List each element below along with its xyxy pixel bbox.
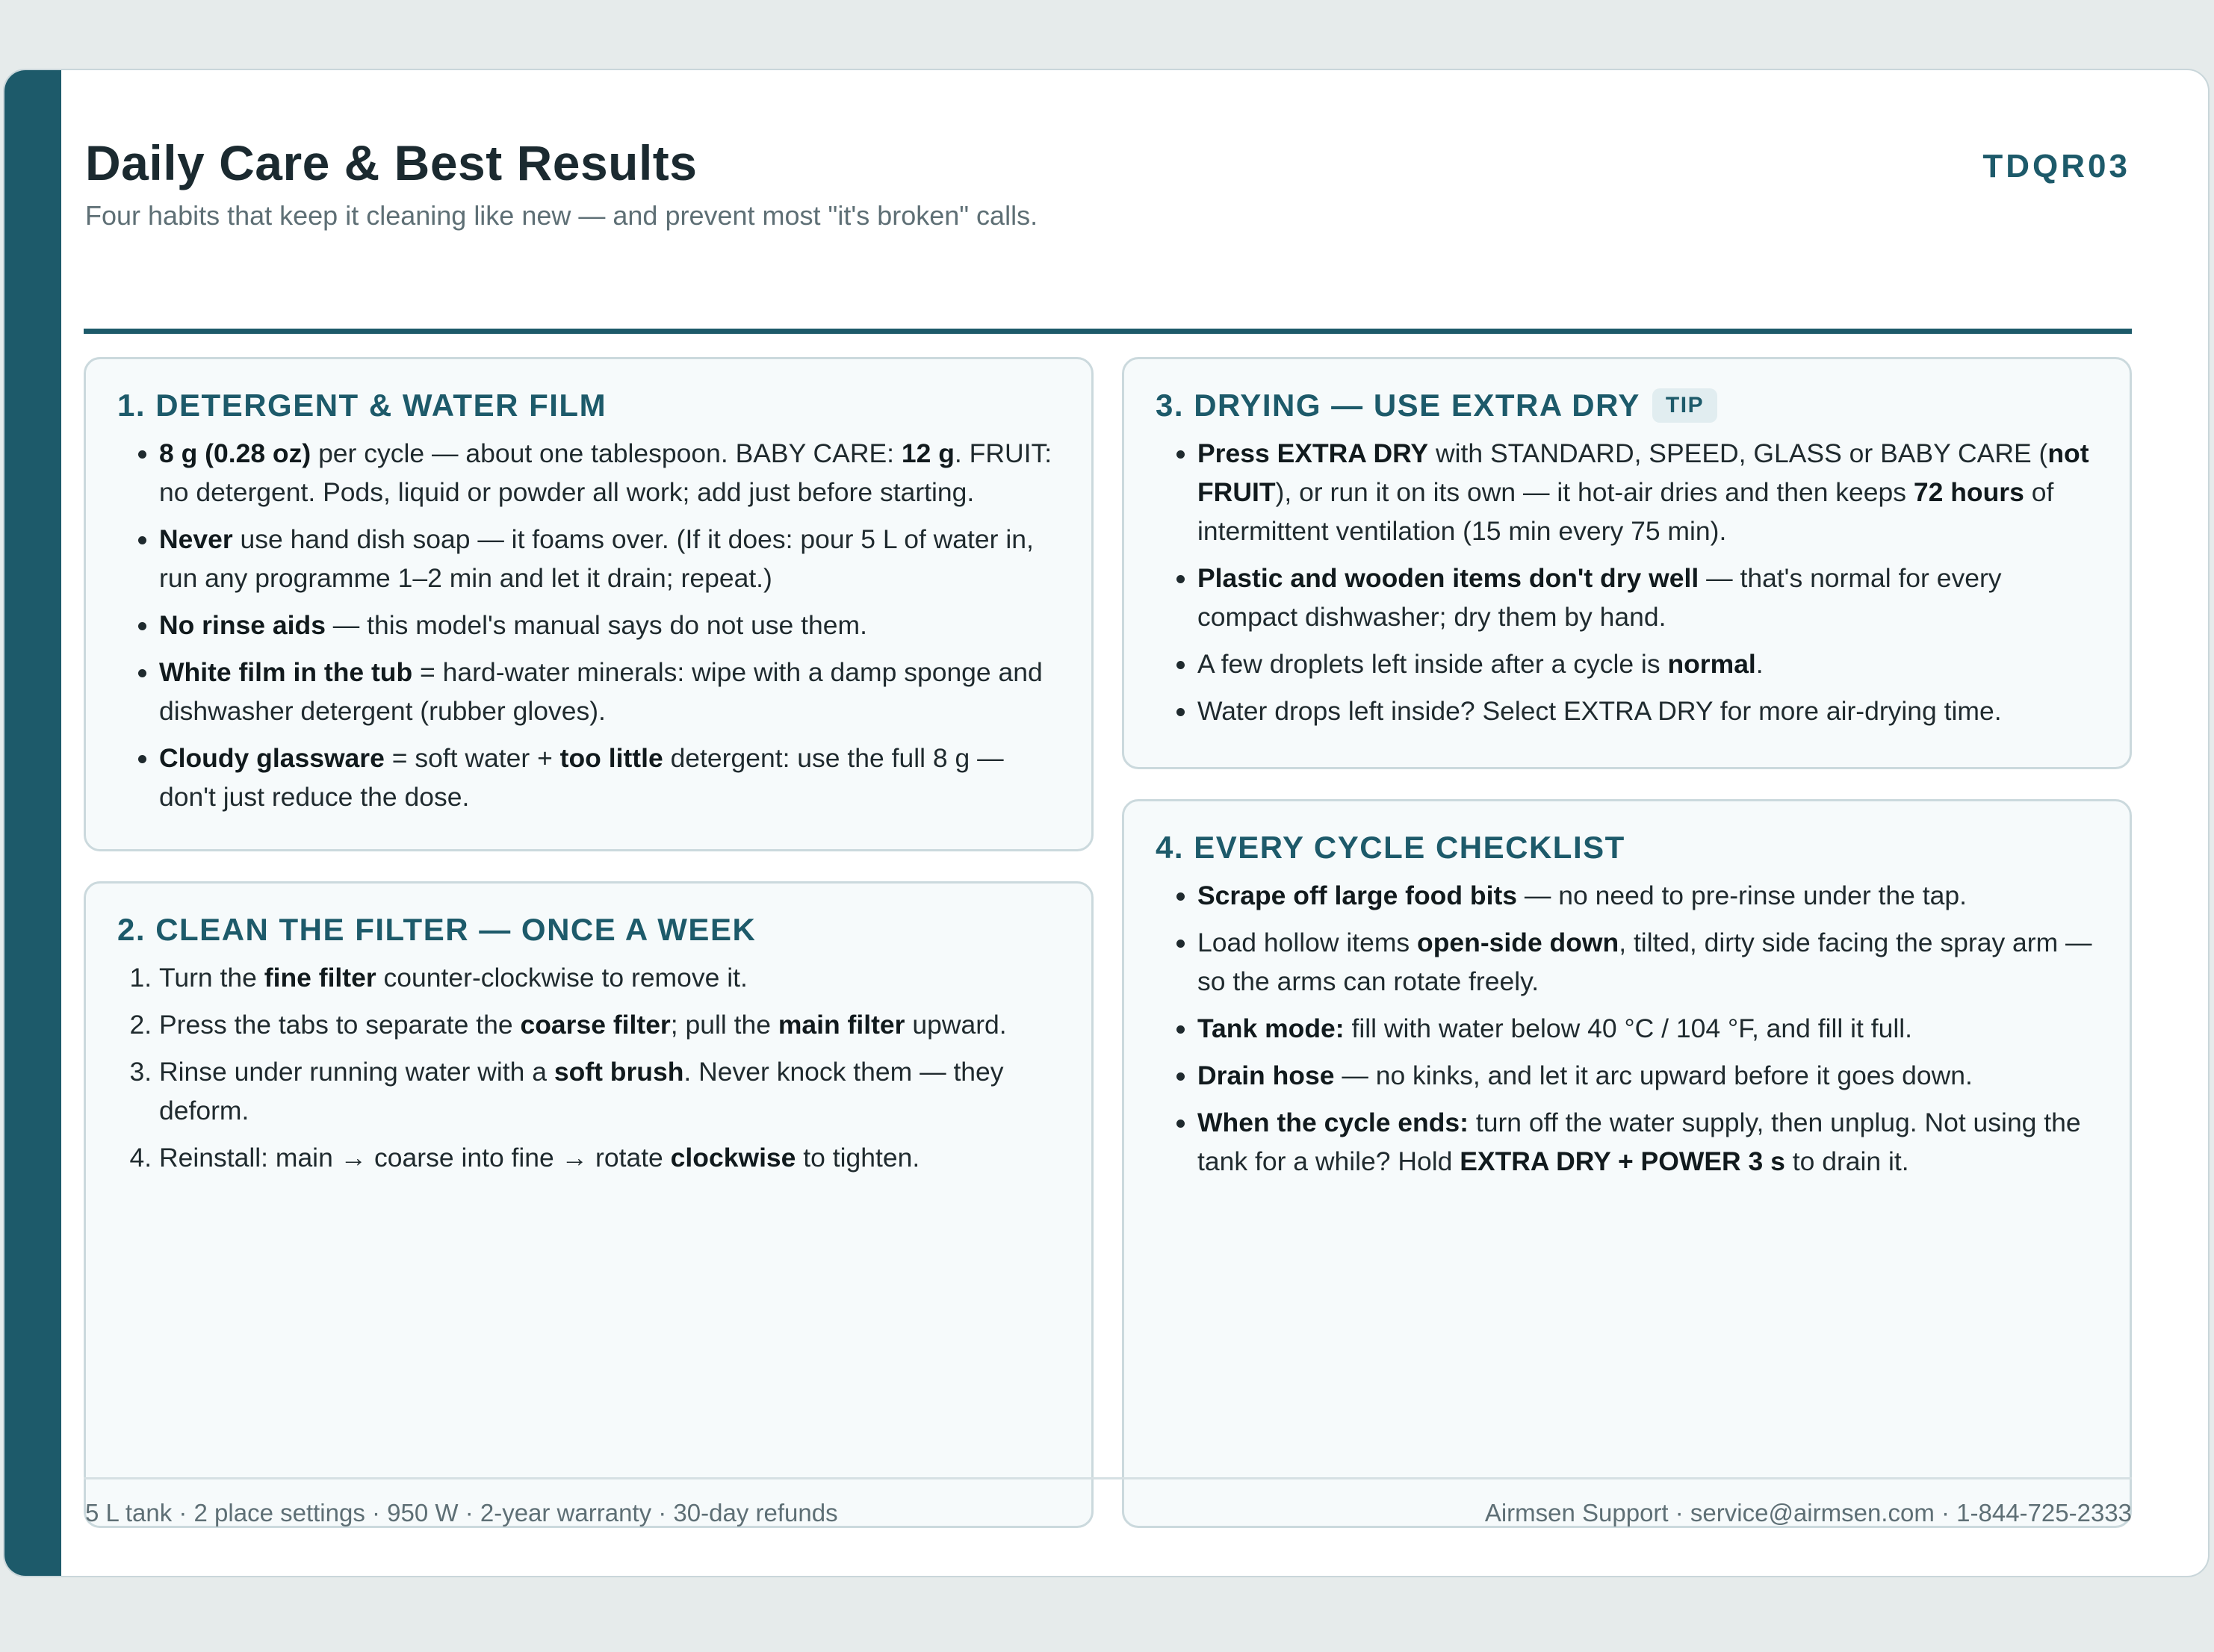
quick-reference-card [3,69,2210,1577]
list-item: • Load hollow items open-side down, tilted, dirty side facing the spray arm — so the arms can rotate freely. [1197,923,2100,1001]
emphasis-text: clockwise [670,1143,796,1173]
panel-title-text: 2. CLEAN THE FILTER — ONCE A WEEK [117,912,757,947]
list-item: 2. Press the tabs to separate the coarse filter; pull the main filter upward. [159,1005,1061,1044]
page-subtitle: Four habits that keep it cleaning like new — and prevent most "it's broken" calls. [85,200,1038,231]
card-content [84,70,2132,1576]
emphasis-text: When the cycle ends: [1197,1108,1469,1137]
emphasis-text: Plastic and wooden items don't dry well [1197,563,1699,593]
panel-title-text: 3. DRYING — USE EXTRA DRY [1156,388,1640,423]
emphasis-text: not FRUIT [1197,438,2089,507]
list-item: 4. Reinstall: main → coarse into fine → rotate clockwise to tighten. [159,1138,1061,1177]
list-item: • A few droplets left inside after a cycle is normal. [1197,645,2100,683]
list-item: • White film in the tub = hard-water minerals: wipe with a damp sponge and dishwasher detergent (rubber gloves). [159,653,1061,730]
list-item: 1. Turn the fine filter counter-clockwise to remove it. [159,958,1061,997]
list-item: • Cloudy glassware = soft water + too little detergent: use the full 8 g — don't just reduce the dose. [159,739,1061,816]
list-item: • 8 g (0.28 oz) per cycle — about one tablespoon. BABY CARE: 12 g. FRUIT: no detergent. Pods, liquid or powder all work; add just before starting. [159,434,1061,512]
list-item: • Scrape off large food bits — no need to pre-rinse under the tap. [1197,876,2100,915]
list-item: • Tank mode: fill with water below 40 °C / 104 °F, and fill it full. [1197,1009,2100,1048]
emphasis-text: coarse filter [520,1010,671,1040]
list-item: • Press EXTRA DRY with STANDARD, SPEED, GLASS or BABY CARE (not FRUIT), or run it on its own — it hot-air dries and then keeps 72 hours of intermittent ventilation (15 min every 75 min). [1197,434,2100,550]
footer-contact: Airmsen Support · service@airmsen.com · 1-844-725-2333 [1484,1499,2132,1527]
document-code: TDQR03 [1982,148,2130,184]
emphasis-text: too little [559,743,663,773]
emphasis-text: main filter [778,1010,905,1040]
panel-list [117,958,1061,1177]
tip-badge: TIP [1652,388,1717,423]
list-item: • No rinse aids — this model's manual says do not use them. [159,606,1061,645]
page-title: Daily Care & Best Results [85,135,698,190]
list-item: • Drain hose — no kinks, and let it arc upward before it goes down. [1197,1056,2100,1095]
panel-title [117,912,1061,948]
panel-filter [84,881,1094,1528]
emphasis-text: soft brush [554,1057,684,1087]
panel-title [117,388,1061,423]
list-item: • Plastic and wooden items don't dry well — that's normal for every compact dishwasher; dry them by hand. [1197,559,2100,636]
panel-title [1156,830,2100,866]
panel-title [1156,388,2100,423]
accent-bar [4,70,61,1576]
panel-list [1156,434,2100,730]
emphasis-text: No rinse aids [159,610,326,640]
emphasis-text: EXTRA DRY + POWER 3 s [1460,1146,1785,1176]
emphasis-text: open-side down [1417,928,1619,957]
list-item: • Water drops left inside? Select EXTRA DRY for more air-drying time. [1197,692,2100,730]
footer [84,1477,2132,1527]
panel-detergent [84,357,1094,851]
emphasis-text: 72 hours [1913,477,2024,507]
list-item: 3. Rinse under running water with a soft brush. Never knock them — they deform. [159,1052,1061,1130]
emphasis-text: Cloudy glassware [159,743,385,773]
list-item: • When the cycle ends: turn off the water supply, then unplug. Not using the tank for a while? Hold EXTRA DRY + POWER 3 s to drain it. [1197,1103,2100,1181]
emphasis-text: Tank mode: [1197,1013,1345,1043]
emphasis-text: 8 g (0.28 oz) [159,438,311,468]
emphasis-text: Scrape off large food bits [1197,881,1518,910]
emphasis-text: Drain hose [1197,1061,1335,1090]
panel-title-text: 1. DETERGENT & WATER FILM [117,388,607,423]
emphasis-text: normal [1667,649,1756,679]
panel-grid [84,290,2132,1530]
emphasis-text: fine filter [264,963,376,993]
footer-specs: 5 L tank · 2 place settings · 950 W · 2-year warranty · 30-day refunds [85,1499,838,1527]
panel-checklist [1122,799,2132,1528]
emphasis-text: 12 g [901,438,955,468]
emphasis-text: White film in the tub [159,657,413,687]
emphasis-text: Never [159,524,233,554]
list-item: • Never use hand dish soap — it foams over. (If it does: pour 5 L of water in, run any programme 1–2 min and let it drain; repeat.) [159,520,1061,597]
emphasis-text: Press EXTRA DRY [1197,438,1429,468]
panel-list [117,434,1061,816]
panel-title-text: 4. EVERY CYCLE CHECKLIST [1156,830,1625,865]
panel-drying [1122,357,2132,769]
panel-list [1156,876,2100,1181]
